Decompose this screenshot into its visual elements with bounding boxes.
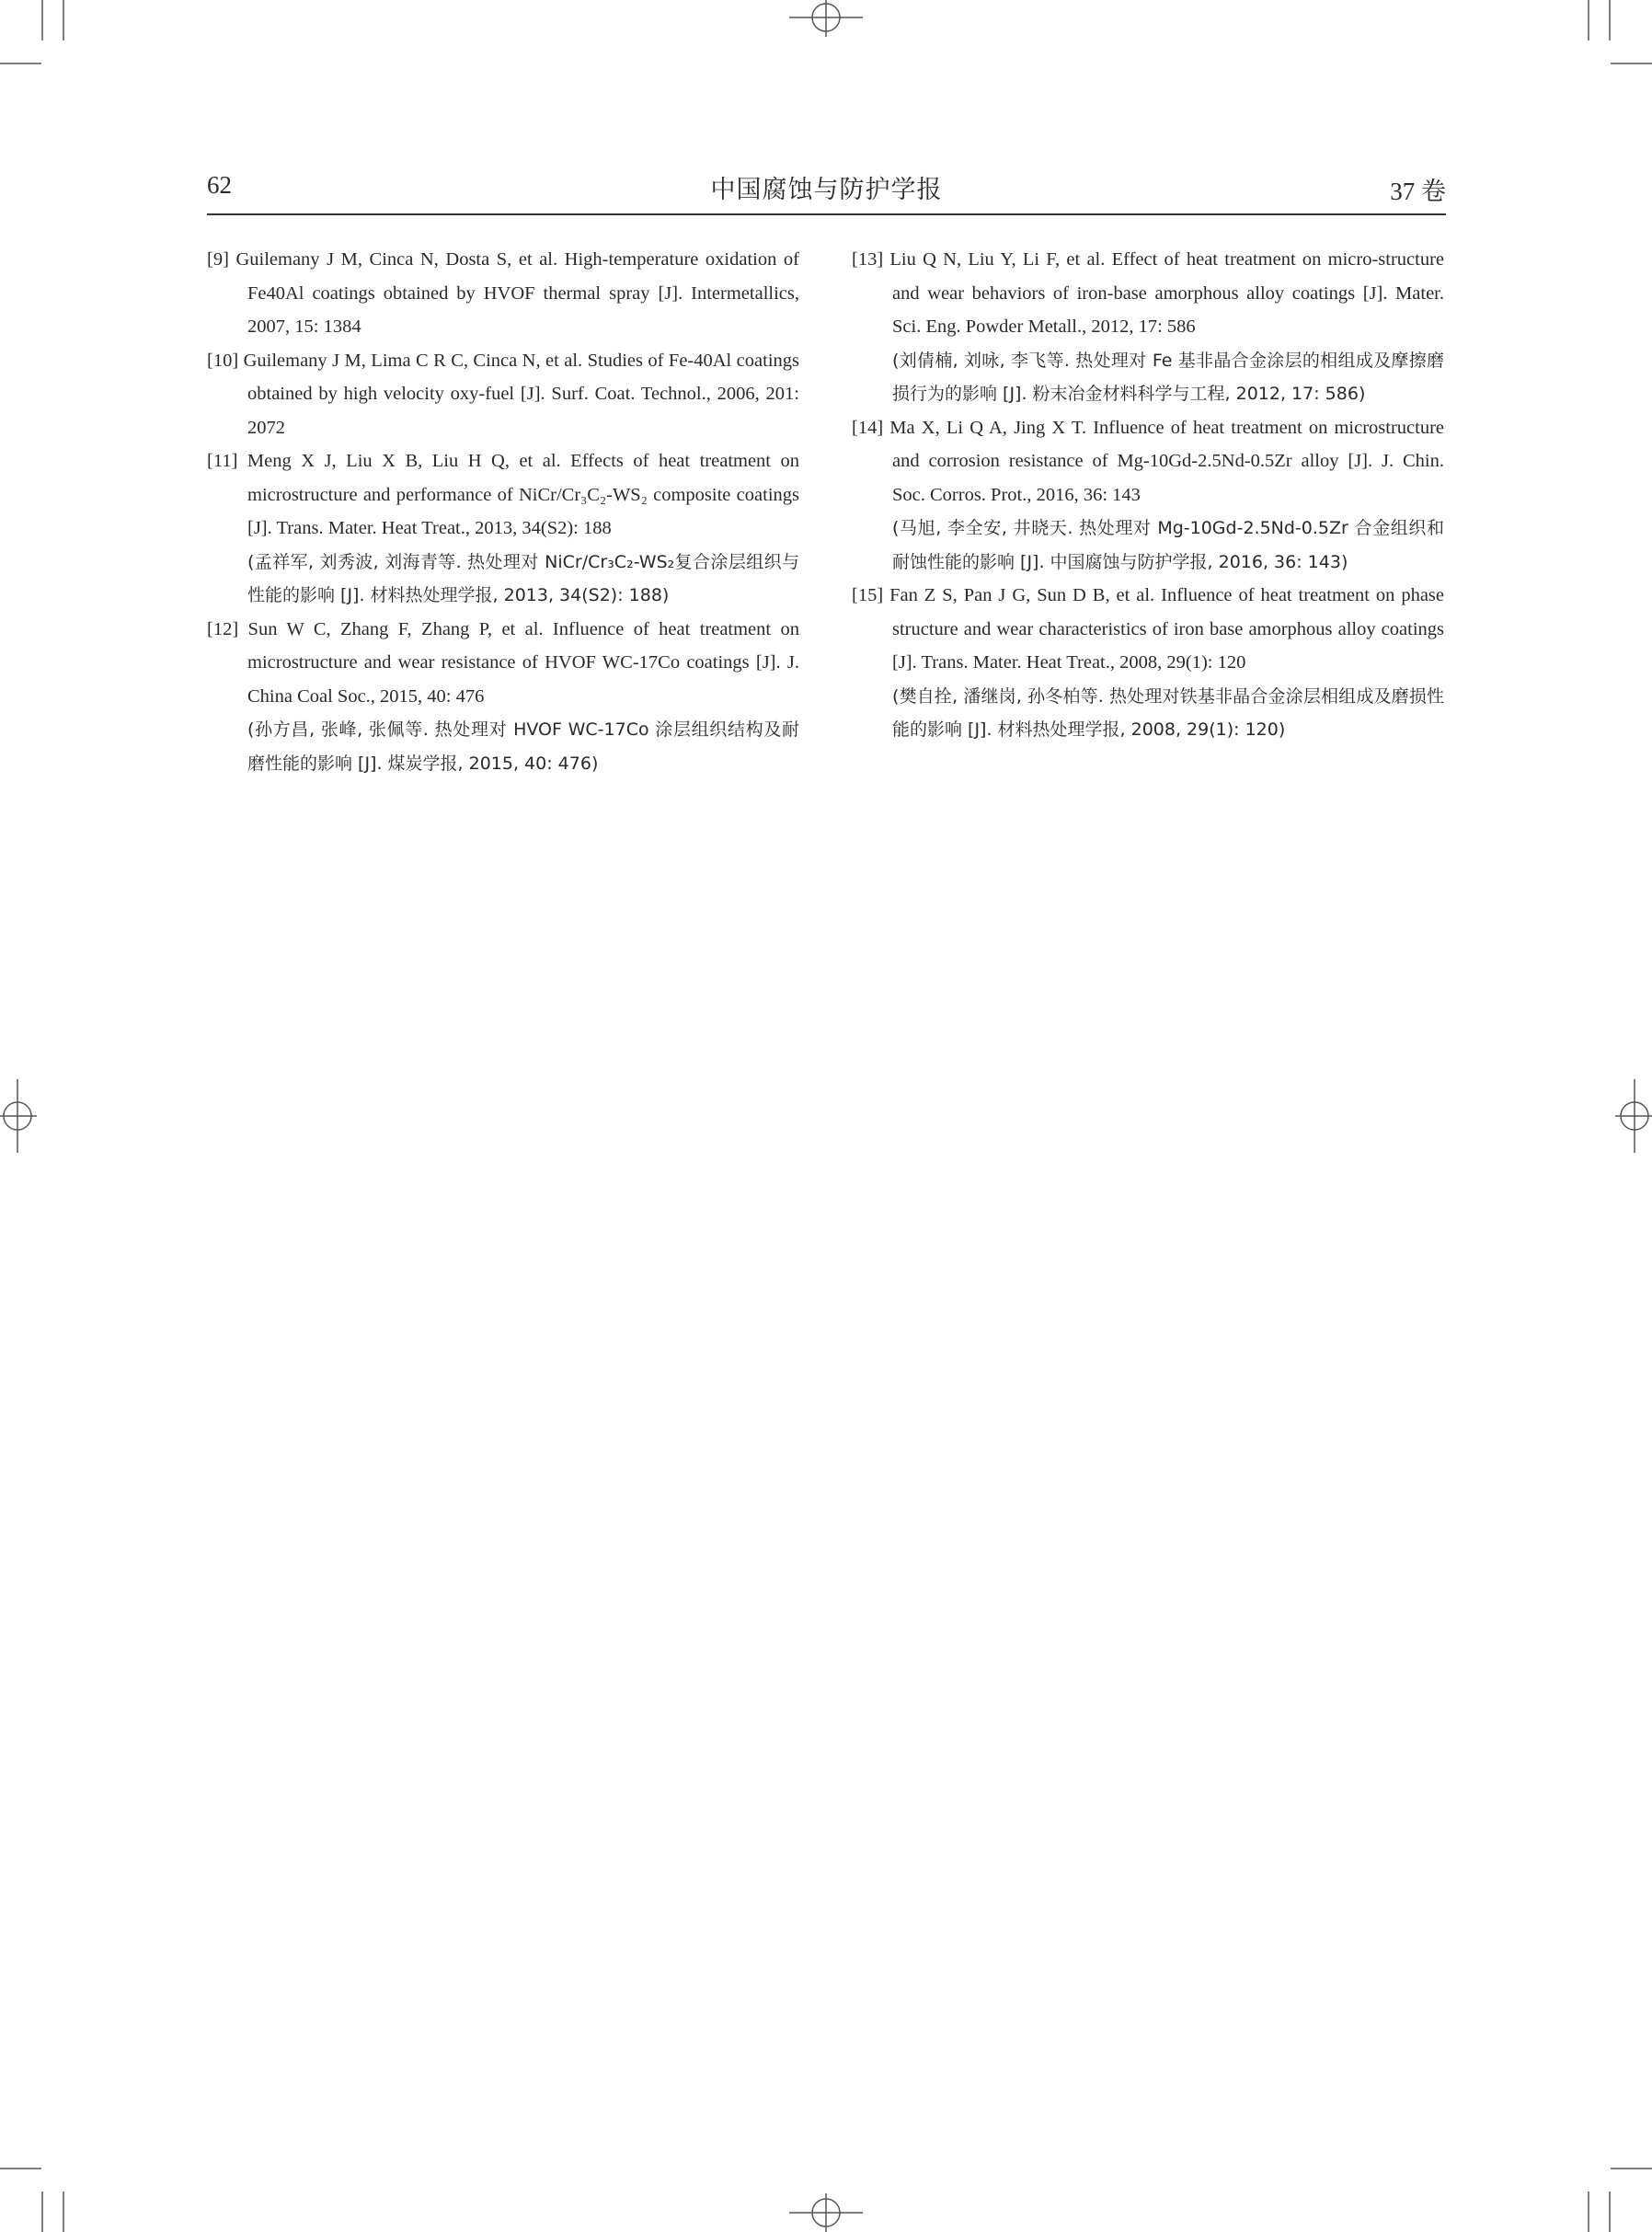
reference-text: Ma X, Li Q A, Jing X T. Influence of heat treatment on microstructure and corrosion resistance of Mg-10Gd-2.5Nd-0.5Zr alloy [J]. J. Chin. Soc. Corros. Prot., 2016, 36: 143 bbox=[889, 417, 1444, 505]
journal-title: 中国腐蚀与防护学报 bbox=[710, 176, 943, 204]
reference-id: [10] bbox=[207, 350, 239, 371]
reference-15 bbox=[852, 579, 1444, 747]
volume-label: 37 卷 bbox=[1390, 178, 1446, 205]
reference-entry bbox=[207, 243, 799, 344]
reference-10 bbox=[207, 344, 799, 445]
reference-id: [15] bbox=[852, 585, 884, 605]
reference-id: [12] bbox=[207, 618, 239, 639]
running-head bbox=[207, 166, 1446, 215]
reference-translation: (孙方昌, 张峰, 张佩等. 热处理对 HVOF WC-17Co 涂层组织结构及耐磨性能的影响 [J]. 煤炭学报, 2015, 40: 476) bbox=[247, 719, 799, 774]
page-number: 62 bbox=[207, 171, 232, 199]
references-right-column bbox=[852, 243, 1444, 747]
reference-entry bbox=[852, 579, 1444, 680]
reference-entry bbox=[207, 444, 799, 546]
reference-text: Sun W C, Zhang F, Zhang P, et al. Influence of heat treatment on microstructure and wear resistance of HVOF WC-17Co coatings [J]. J. China Coal Soc., 2015, 40: 476 bbox=[247, 618, 799, 707]
reference-translation: (马旭, 李全安, 井晓天. 热处理对 Mg-10Gd-2.5Nd-0.5Zr 合金组织和耐蚀性能的影响 [J]. 中国腐蚀与防护学报, 2016, 36: 143) bbox=[892, 518, 1444, 572]
reference-id: [9] bbox=[207, 249, 229, 270]
reference-entry bbox=[207, 344, 799, 445]
reference-id: [13] bbox=[852, 249, 884, 270]
reference-entry bbox=[852, 411, 1444, 512]
reference-12 bbox=[207, 613, 799, 781]
reference-text: Guilemany J M, Lima C R C, Cinca N, et al. Studies of Fe-40Al coatings obtained by high velocity oxy-fuel [J]. Surf. Coat. Technol., 2006, 201: 2072 bbox=[243, 350, 799, 438]
reference-text: Guilemany J M, Cinca N, Dosta S, et al. High-temperature oxidation of Fe40Al coatings obtained by HVOF thermal spray [J]. Intermetallics, 2007, 15: 1384 bbox=[235, 249, 799, 337]
reference-13 bbox=[852, 243, 1444, 411]
reference-text: Liu Q N, Liu Y, Li F, et al. Effect of heat treatment on micro-structure and wear behaviors of iron-base amorphous alloy coatings [J]. Mater. Sci. Eng. Powder Metall., 2012, 17: 586 bbox=[889, 249, 1445, 337]
reference-entry bbox=[852, 243, 1444, 344]
reference-id: [11] bbox=[207, 451, 238, 471]
reference-entry bbox=[207, 613, 799, 714]
reference-text: Meng X J, Liu X B, Liu H Q, et al. Effects of heat treatment on microstructure and performance of NiCr/Cr₃C₂-WS₂ composite coatings [J]. Trans. Mater. Heat Treat., 2013, 34(S2): 188 bbox=[247, 451, 800, 538]
reference-translation: (孟祥军, 刘秀波, 刘海青等. 热处理对 NiCr/Cr₃C₂-WS₂复合涂层组织与性能的影响 [J]. 材料热处理学报, 2013, 34(S2): 188) bbox=[247, 551, 799, 605]
reference-id: [14] bbox=[852, 417, 884, 438]
reference-14 bbox=[852, 411, 1444, 580]
references-left-column bbox=[207, 243, 799, 780]
reference-11 bbox=[207, 444, 799, 613]
reference-translation: (刘倩楠, 刘咏, 李飞等. 热处理对 Fe 基非晶合金涂层的相组成及摩擦磨损行为的影响 [J]. 粉末冶金材料科学与工程, 2012, 17: 586) bbox=[892, 350, 1444, 404]
reference-translation: (樊自拴, 潘继岗, 孙冬柏等. 热处理对铁基非晶合金涂层相组成及磨损性能的影响 [J]. 材料热处理学报, 2008, 29(1): 120) bbox=[892, 685, 1444, 740]
reference-9 bbox=[207, 243, 799, 344]
reference-text: Fan Z S, Pan J G, Sun D B, et al. Influence of heat treatment on phase structure and wear characteristics of iron base amorphous alloy coatings [J]. Trans. Mater. Heat Treat., 2008, 29(1): 120 bbox=[889, 585, 1445, 673]
